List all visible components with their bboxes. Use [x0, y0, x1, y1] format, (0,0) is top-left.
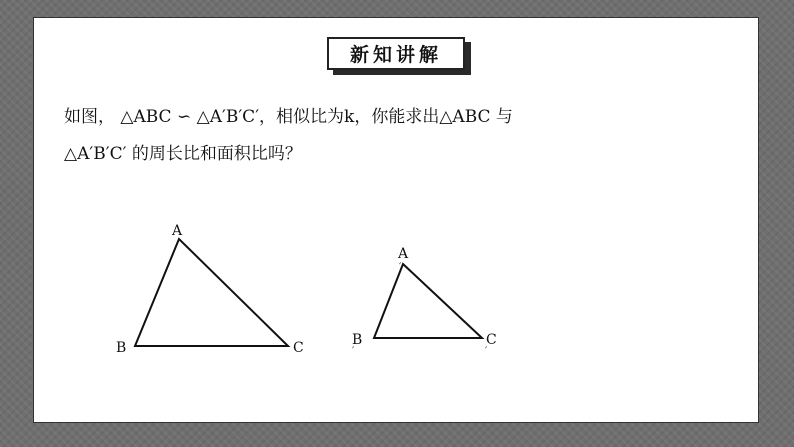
question-line-2: △A′B′C′ 的周长比和面积比吗？	[64, 144, 302, 164]
triangle-abc	[135, 239, 288, 346]
slide-title: 新知讲解	[349, 44, 442, 66]
vertex-a-label: A	[172, 223, 183, 239]
vertex-b-label: B	[116, 340, 127, 356]
triangle-a-prime-b-prime-c-prime	[374, 264, 482, 338]
question-line-1: 如图， △ABC ∽ △A′B′C′，相似比为k，你能求出△ABC 与	[64, 107, 513, 127]
triangle-figures	[34, 18, 760, 424]
vertex-c-label: C	[293, 340, 304, 356]
b-prime-mark: ′	[352, 346, 355, 357]
vertex-a-prime-label: A	[398, 246, 409, 262]
vertex-b-prime-label: B	[352, 332, 363, 348]
a-prime-mark: ′	[399, 262, 402, 273]
vertex-c-prime-label: C	[486, 332, 497, 348]
slide-canvas	[33, 17, 759, 423]
c-prime-mark: ′	[485, 346, 488, 357]
